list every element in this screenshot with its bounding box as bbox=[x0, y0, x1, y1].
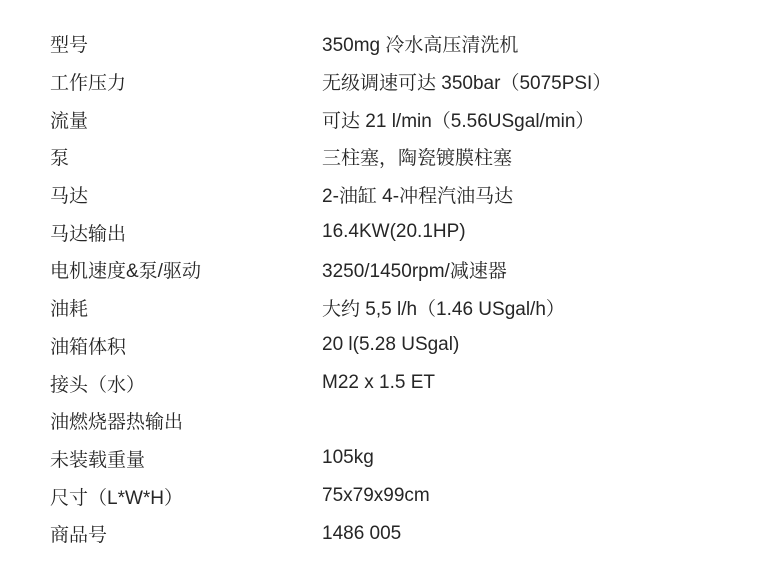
spec-label: 马达输出 bbox=[50, 223, 127, 245]
spec-row-dimensions bbox=[50, 477, 741, 515]
spec-value: 105kg bbox=[322, 447, 374, 469]
spec-value: 20 l(5.28 USgal) bbox=[322, 334, 460, 356]
spec-row-unladen-weight bbox=[50, 440, 741, 478]
spec-value: 可达 21 l/min（5.56USgal/min） bbox=[322, 110, 595, 132]
spec-value: 三柱塞，陶瓷镀膜柱塞 bbox=[322, 148, 513, 170]
spec-label: 未装载重量 bbox=[50, 449, 146, 471]
spec-row-pump bbox=[50, 138, 741, 176]
spec-table bbox=[50, 25, 741, 553]
spec-label: 马达 bbox=[50, 186, 89, 208]
spec-label: 商品号 bbox=[50, 525, 108, 547]
spec-value: 75x79x99cm bbox=[322, 485, 430, 507]
spec-value: 大约 5,5 l/h（1.46 USgal/h） bbox=[322, 299, 565, 321]
spec-label: 型号 bbox=[50, 35, 89, 57]
spec-label: 工作压力 bbox=[50, 73, 127, 95]
spec-value: 无级调速可达 350bar（5075PSI） bbox=[322, 73, 612, 95]
spec-row-fuel-tank-volume bbox=[50, 327, 741, 365]
spec-value: 16.4KW(20.1HP) bbox=[322, 221, 466, 243]
spec-label: 泵 bbox=[50, 148, 70, 170]
spec-row-motor-output bbox=[50, 213, 741, 251]
spec-row-item-number bbox=[50, 515, 741, 553]
spec-label: 尺寸（L*W*H） bbox=[50, 487, 184, 509]
spec-label: 油燃烧器热输出 bbox=[50, 412, 184, 434]
spec-row-motor bbox=[50, 176, 741, 214]
spec-value: 3250/1450rpm/减速器 bbox=[322, 261, 507, 283]
spec-row-model bbox=[50, 25, 741, 63]
spec-row-working-pressure bbox=[50, 63, 741, 101]
spec-value: 2-油缸 4-冲程汽油马达 bbox=[322, 186, 514, 208]
spec-label: 电机速度&泵/驱动 bbox=[50, 261, 201, 283]
spec-value: 350mg 冷水高压清洗机 bbox=[322, 35, 519, 57]
spec-row-oil-burner-heat-output bbox=[50, 402, 741, 440]
spec-label: 流量 bbox=[50, 110, 89, 132]
spec-row-water-connector bbox=[50, 364, 741, 402]
spec-row-flow-rate bbox=[50, 100, 741, 138]
spec-row-motor-speed-pump-drive bbox=[50, 251, 741, 289]
spec-value: M22 x 1.5 ET bbox=[322, 372, 435, 394]
spec-label: 油箱体积 bbox=[50, 336, 127, 358]
spec-label: 接头（水） bbox=[50, 374, 146, 396]
spec-value: 1486 005 bbox=[322, 522, 402, 544]
spec-label: 油耗 bbox=[50, 299, 89, 321]
spec-row-fuel-consumption bbox=[50, 289, 741, 327]
